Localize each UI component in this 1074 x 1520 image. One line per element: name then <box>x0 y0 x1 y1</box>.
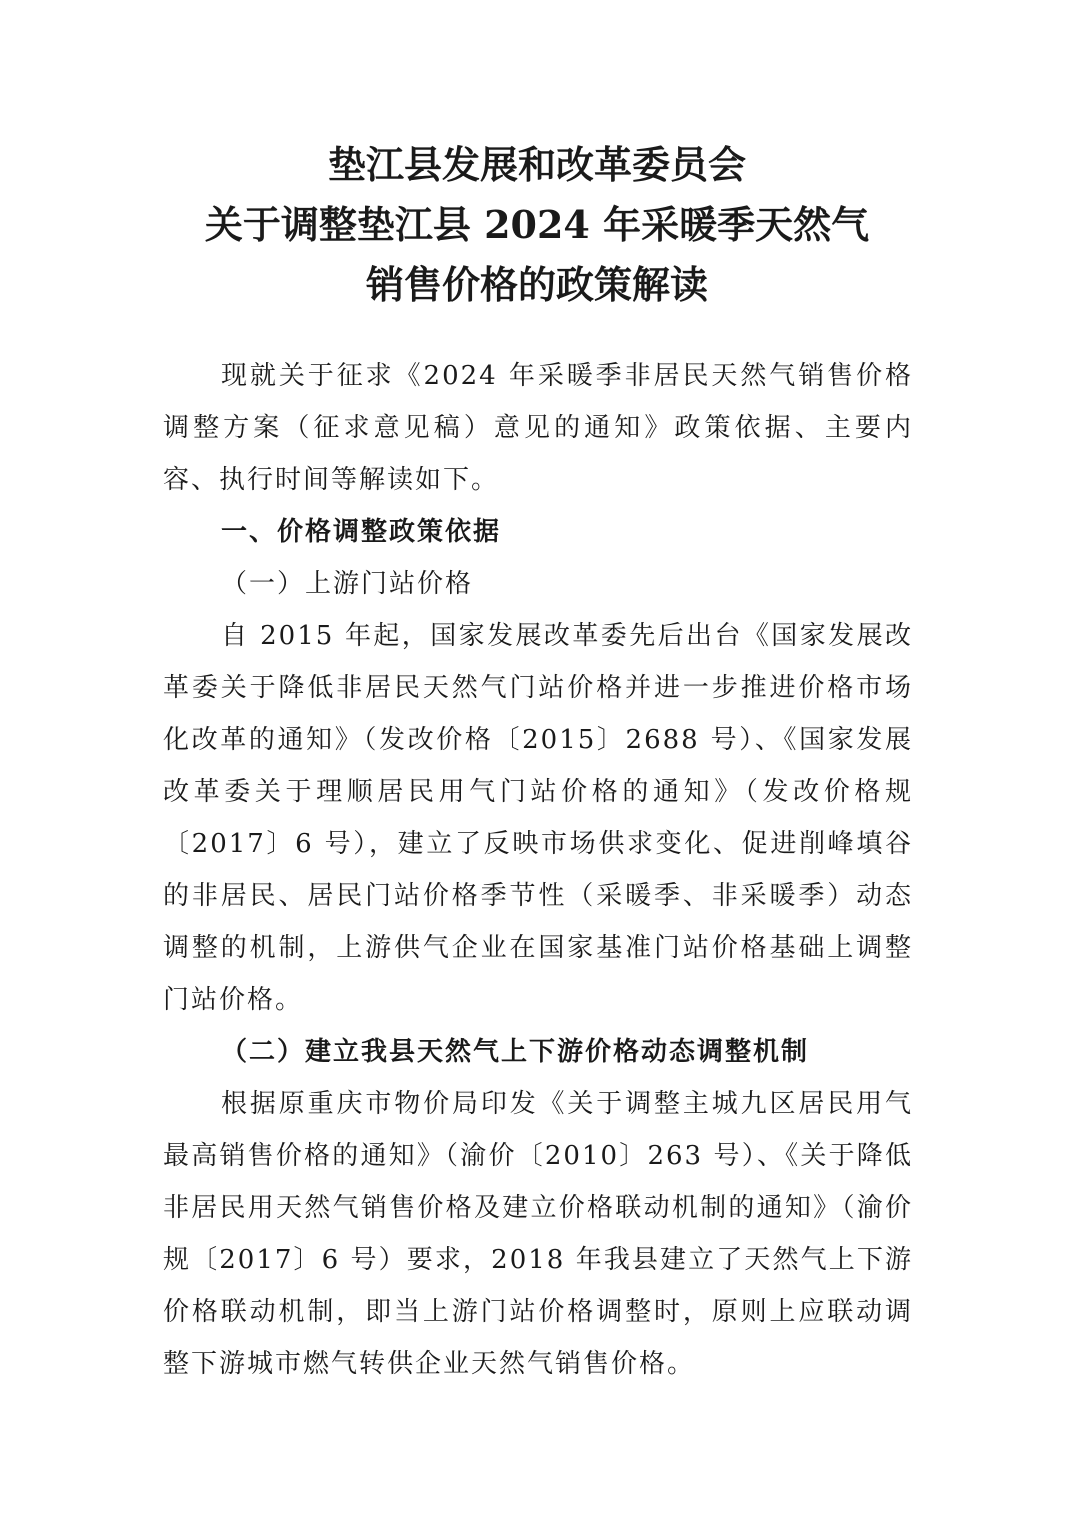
subsection-2-heading: （二）建立我县天然气上下游价格动态调整机制 <box>221 1037 810 1067</box>
subsection-1-paragraph: 自 2015 年起，国家发展改革委先后出台《国家发展改革委关于降低非居民天然气门站价格并进一步推进价格市场化改革的通知》（发改价格〔2015〕2688 号）、《国家发展改革委关于理顺居民用气门站价格的通知》（发改价格规〔2017〕6 号），建立了反映市场供求变化、促进削峰填谷的非居民、居民门站价格季节性（采暖季、非采暖季）动态调整的机制，上游供气企业在国家基准门站价格基础上调整门站价格。 <box>163 621 913 1015</box>
title-line-2: 关于调整垫江县 2024 年采暖季天然气 <box>204 202 870 247</box>
document-title <box>150 135 924 315</box>
subsection-1-heading: （一）上游门站价格 <box>221 569 474 599</box>
title-line-3: 销售价格的政策解读 <box>365 262 708 307</box>
document-body <box>163 350 913 1390</box>
section-1-heading: 一、价格调整政策依据 <box>221 517 502 547</box>
intro-paragraph: 现就关于征求《2024 年采暖季非居民天然气销售价格调整方案（征求意见稿）意见的通知》政策依据、主要内容、执行时间等解读如下。 <box>163 361 913 495</box>
title-line-1: 垫江县发展和改革委员会 <box>327 142 746 187</box>
subsection-2-paragraph: 根据原重庆市物价局印发《关于调整主城九区居民用气最高销售价格的通知》（渝价〔2010〕263 号）、《关于降低非居民用天然气销售价格及建立价格联动机制的通知》（渝价规〔2017〕6 号）要求，2018 年我县建立了天然气上下游价格联动机制，即当上游门站价格调整时，原则上应联动调整下游城市燃气转供企业天然气销售价格。 <box>163 1089 913 1379</box>
